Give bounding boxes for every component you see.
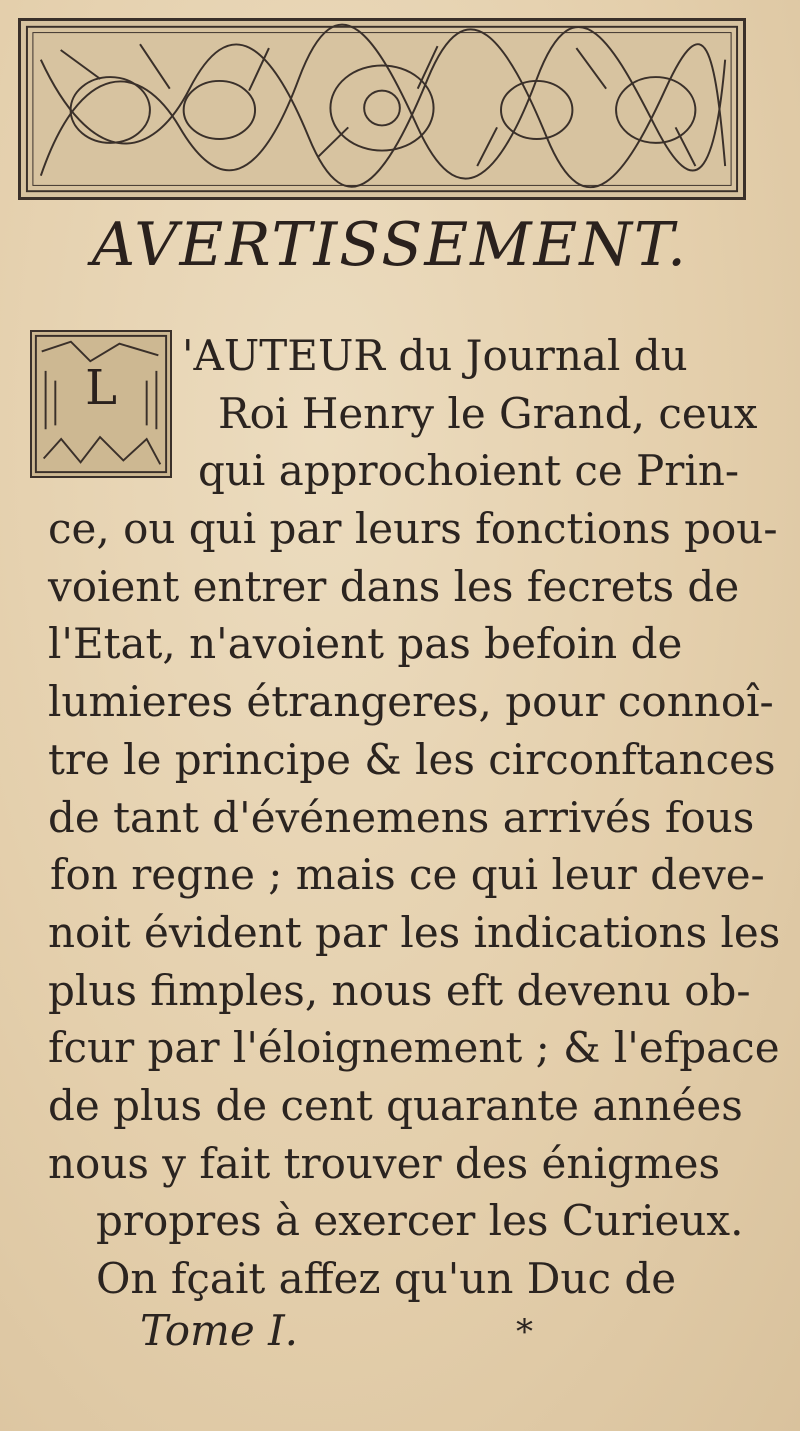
- text-line: voient entrer dans les fecrets de: [48, 562, 740, 611]
- text-line: lumieres étrangeres, pour connoî-: [48, 677, 774, 726]
- text-line: qui approchoient ce Prin-: [198, 446, 740, 495]
- page-title: AVERTISSEMENT.: [91, 210, 689, 280]
- text-line: nous y fait trouver des énigmes: [48, 1139, 721, 1188]
- initial-letter: L: [85, 360, 117, 416]
- text-line: fcur par l'éloignement ; & l'efpace: [48, 1023, 780, 1072]
- text-line: noit évident par les indications les: [48, 908, 781, 957]
- text-line: de tant d'événemens arrivés fous: [48, 793, 755, 842]
- text-line: fon regne ; mais ce qui leur deve-: [50, 850, 765, 899]
- ornamental-headpiece: [18, 18, 746, 200]
- decorated-initial: [30, 330, 172, 478]
- text-line: Roi Henry le Grand, ceux: [218, 389, 758, 438]
- text-line: propres à exercer les Curieux.: [96, 1196, 744, 1245]
- signature-mark: *: [516, 1312, 533, 1352]
- text-line: de plus de cent quarante années: [48, 1081, 743, 1130]
- text-line: l'Etat, n'avoient pas befoin de: [48, 619, 683, 668]
- headpiece-ornament-icon: [21, 21, 743, 197]
- text-line: tre le principe & les circonftances: [48, 735, 776, 784]
- text-line: plus fimples, nous eft devenu ob-: [48, 966, 751, 1015]
- text-line-last: On fçait affez qu'un Duc de: [96, 1254, 677, 1303]
- volume-signature: Tome I.: [140, 1306, 299, 1355]
- text-line: 'AUTEUR du Journal du: [182, 331, 688, 380]
- text-line: ce, ou qui par leurs fonctions pou-: [48, 504, 778, 553]
